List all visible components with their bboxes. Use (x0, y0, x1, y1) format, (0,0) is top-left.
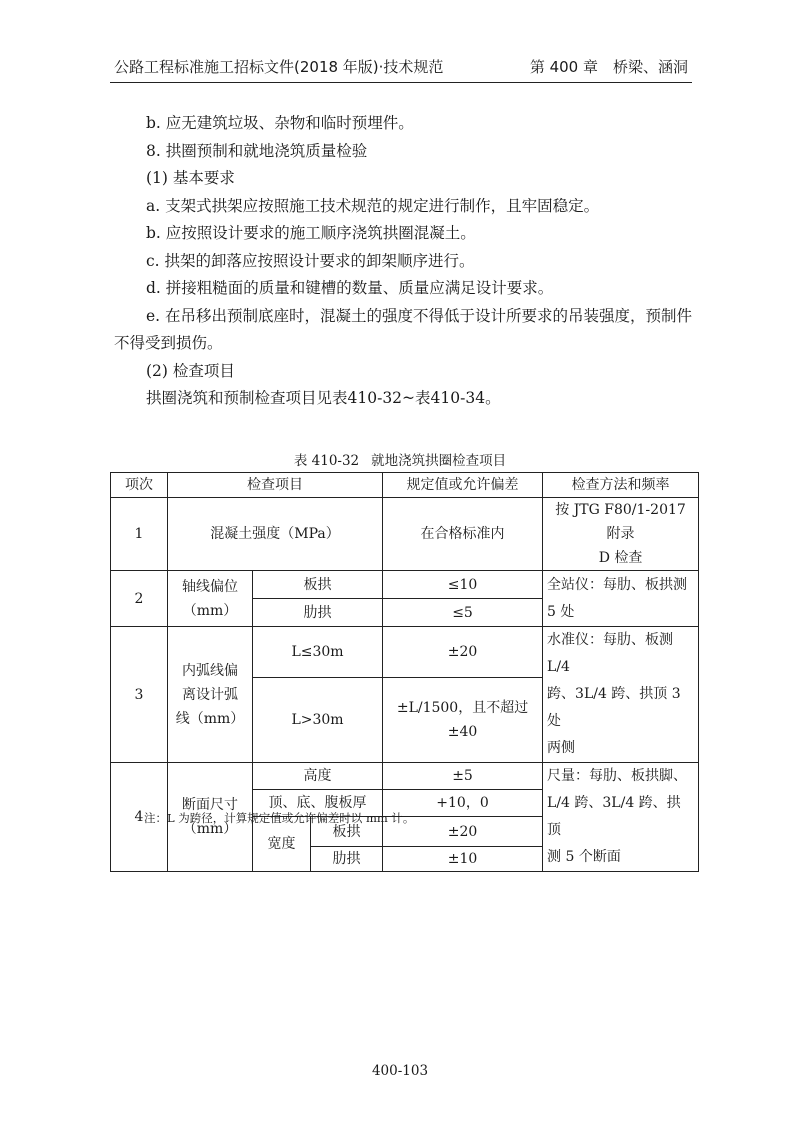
tolerance-cell: ≤10 (383, 571, 543, 599)
sub-item-cell: 宽度 (253, 817, 311, 872)
page-number: 400-103 (371, 1063, 429, 1079)
header-chapter-title: 第 400 章 桥梁、涵洞 (529, 58, 688, 76)
header-method: 检查方法和频率 (543, 473, 699, 498)
table-row (111, 498, 699, 571)
method-line: L/4 跨、3L/4 跨、拱顶 (547, 795, 681, 838)
table-header-row (111, 473, 699, 498)
paragraph: a. 支架式拱架应按照施工技术规范的规定进行制作，且牢固稳定。 (146, 196, 600, 215)
paragraph: (2) 检查项目 (146, 361, 235, 380)
check-item-line: 断面尺寸 (182, 797, 238, 813)
method-line: 5 处 (547, 603, 575, 620)
method-line: 两侧 (547, 740, 576, 756)
sub-sub-item-cell: 板拱 (311, 817, 383, 847)
method-cell (543, 498, 699, 571)
header-tolerance: 规定值或允许偏差 (383, 473, 543, 498)
header-document-title: 公路工程标准施工招标文件(2018 年版)·技术规范 (114, 58, 444, 76)
tolerance-cell: +10，0 (383, 790, 543, 817)
check-item-line: 内弧线偏 (182, 662, 238, 679)
paragraph: (1) 基本要求 (146, 169, 235, 187)
table-row (111, 627, 699, 678)
sub-item-cell: L≤30m (253, 627, 383, 678)
tolerance-cell: ≤5 (383, 599, 543, 627)
body-text (114, 110, 694, 413)
sub-item-cell: 高度 (253, 763, 383, 790)
paragraph: e. 在吊移出预制底座时，混凝土的强度不得低于设计所要求的吊装强度，预制件不得受到损伤。 (114, 306, 693, 352)
check-item-line: 线（mm） (175, 710, 245, 727)
method-line: 水准仪：每肋、板测 L/4 (547, 632, 674, 675)
method-line: 全站仪：每肋、板拱测 (547, 576, 688, 593)
table-row (111, 763, 699, 790)
tolerance-cell: ±20 (383, 817, 543, 847)
tolerance-cell: 在合格标准内 (383, 498, 543, 571)
paragraph: 拱圈浇筑和预制检查项目见表410-32~表410-34。 (146, 389, 501, 407)
check-item-line: （mm） (182, 602, 238, 619)
table-note: 注：L 为跨径，计算规定值或允许偏差时以 mm 计。 (144, 811, 415, 825)
sub-item-cell: 板拱 (253, 571, 383, 599)
tolerance-cell: ±L/1500，且不超过±40 (383, 678, 543, 763)
tolerance-cell: ±5 (383, 763, 543, 790)
check-item-line: （mm） (182, 821, 238, 837)
sub-item-cell: 肋拱 (253, 599, 383, 627)
table-caption (0, 449, 800, 469)
check-item-line: 离设计弧 (182, 686, 238, 703)
row-number: 1 (111, 498, 168, 571)
paragraph: b. 应按照设计要求的施工顺序浇筑拱圈混凝土。 (146, 224, 476, 242)
method-line: 按 JTG F80/1-2017 附录 (555, 502, 686, 542)
sub-sub-item-cell: 肋拱 (311, 847, 383, 872)
row-number: 2 (111, 571, 168, 627)
sub-item-cell: 顶、底、腹板厚 (253, 790, 383, 817)
check-item-line: 轴线偏位 (182, 578, 238, 595)
paragraph: d. 拼接粗糙面的质量和键槽的数量、质量应满足设计要求。 (146, 279, 554, 297)
method-cell (543, 627, 699, 763)
paragraph: 8. 拱圈预制和就地浇筑质量检验 (146, 141, 368, 160)
tolerance-cell: ±20 (383, 627, 543, 678)
page-header (110, 52, 692, 83)
check-item-cell (168, 571, 253, 627)
table-caption-title: 就地浇筑拱圈检查项目 (371, 453, 507, 469)
check-item-cell: 混凝土强度（MPa） (168, 498, 383, 571)
header-check-item: 检查项目 (168, 473, 383, 498)
check-item-cell (168, 627, 253, 763)
method-line: 尺量：每肋、板拱脚、 (547, 768, 688, 784)
row-number: 3 (111, 627, 168, 763)
method-cell (543, 763, 699, 872)
row-number: 4 (111, 763, 168, 872)
method-line: D 检查 (598, 550, 643, 566)
paragraph: b. 应无建筑垃圾、杂物和临时预埋件。 (146, 114, 414, 132)
method-line: 测 5 个断面 (547, 849, 621, 865)
header-item-no: 项次 (111, 473, 168, 498)
tolerance-cell: ±10 (383, 847, 543, 872)
sub-item-cell: L>30m (253, 678, 383, 763)
table-caption-number: 表 410-32 (293, 453, 360, 469)
paragraph: c. 拱架的卸落应按照设计要求的卸架顺序进行。 (146, 251, 475, 270)
method-cell (543, 571, 699, 627)
table-row (111, 571, 699, 599)
method-line: 跨、3L/4 跨、拱顶 3 处 (547, 686, 681, 729)
